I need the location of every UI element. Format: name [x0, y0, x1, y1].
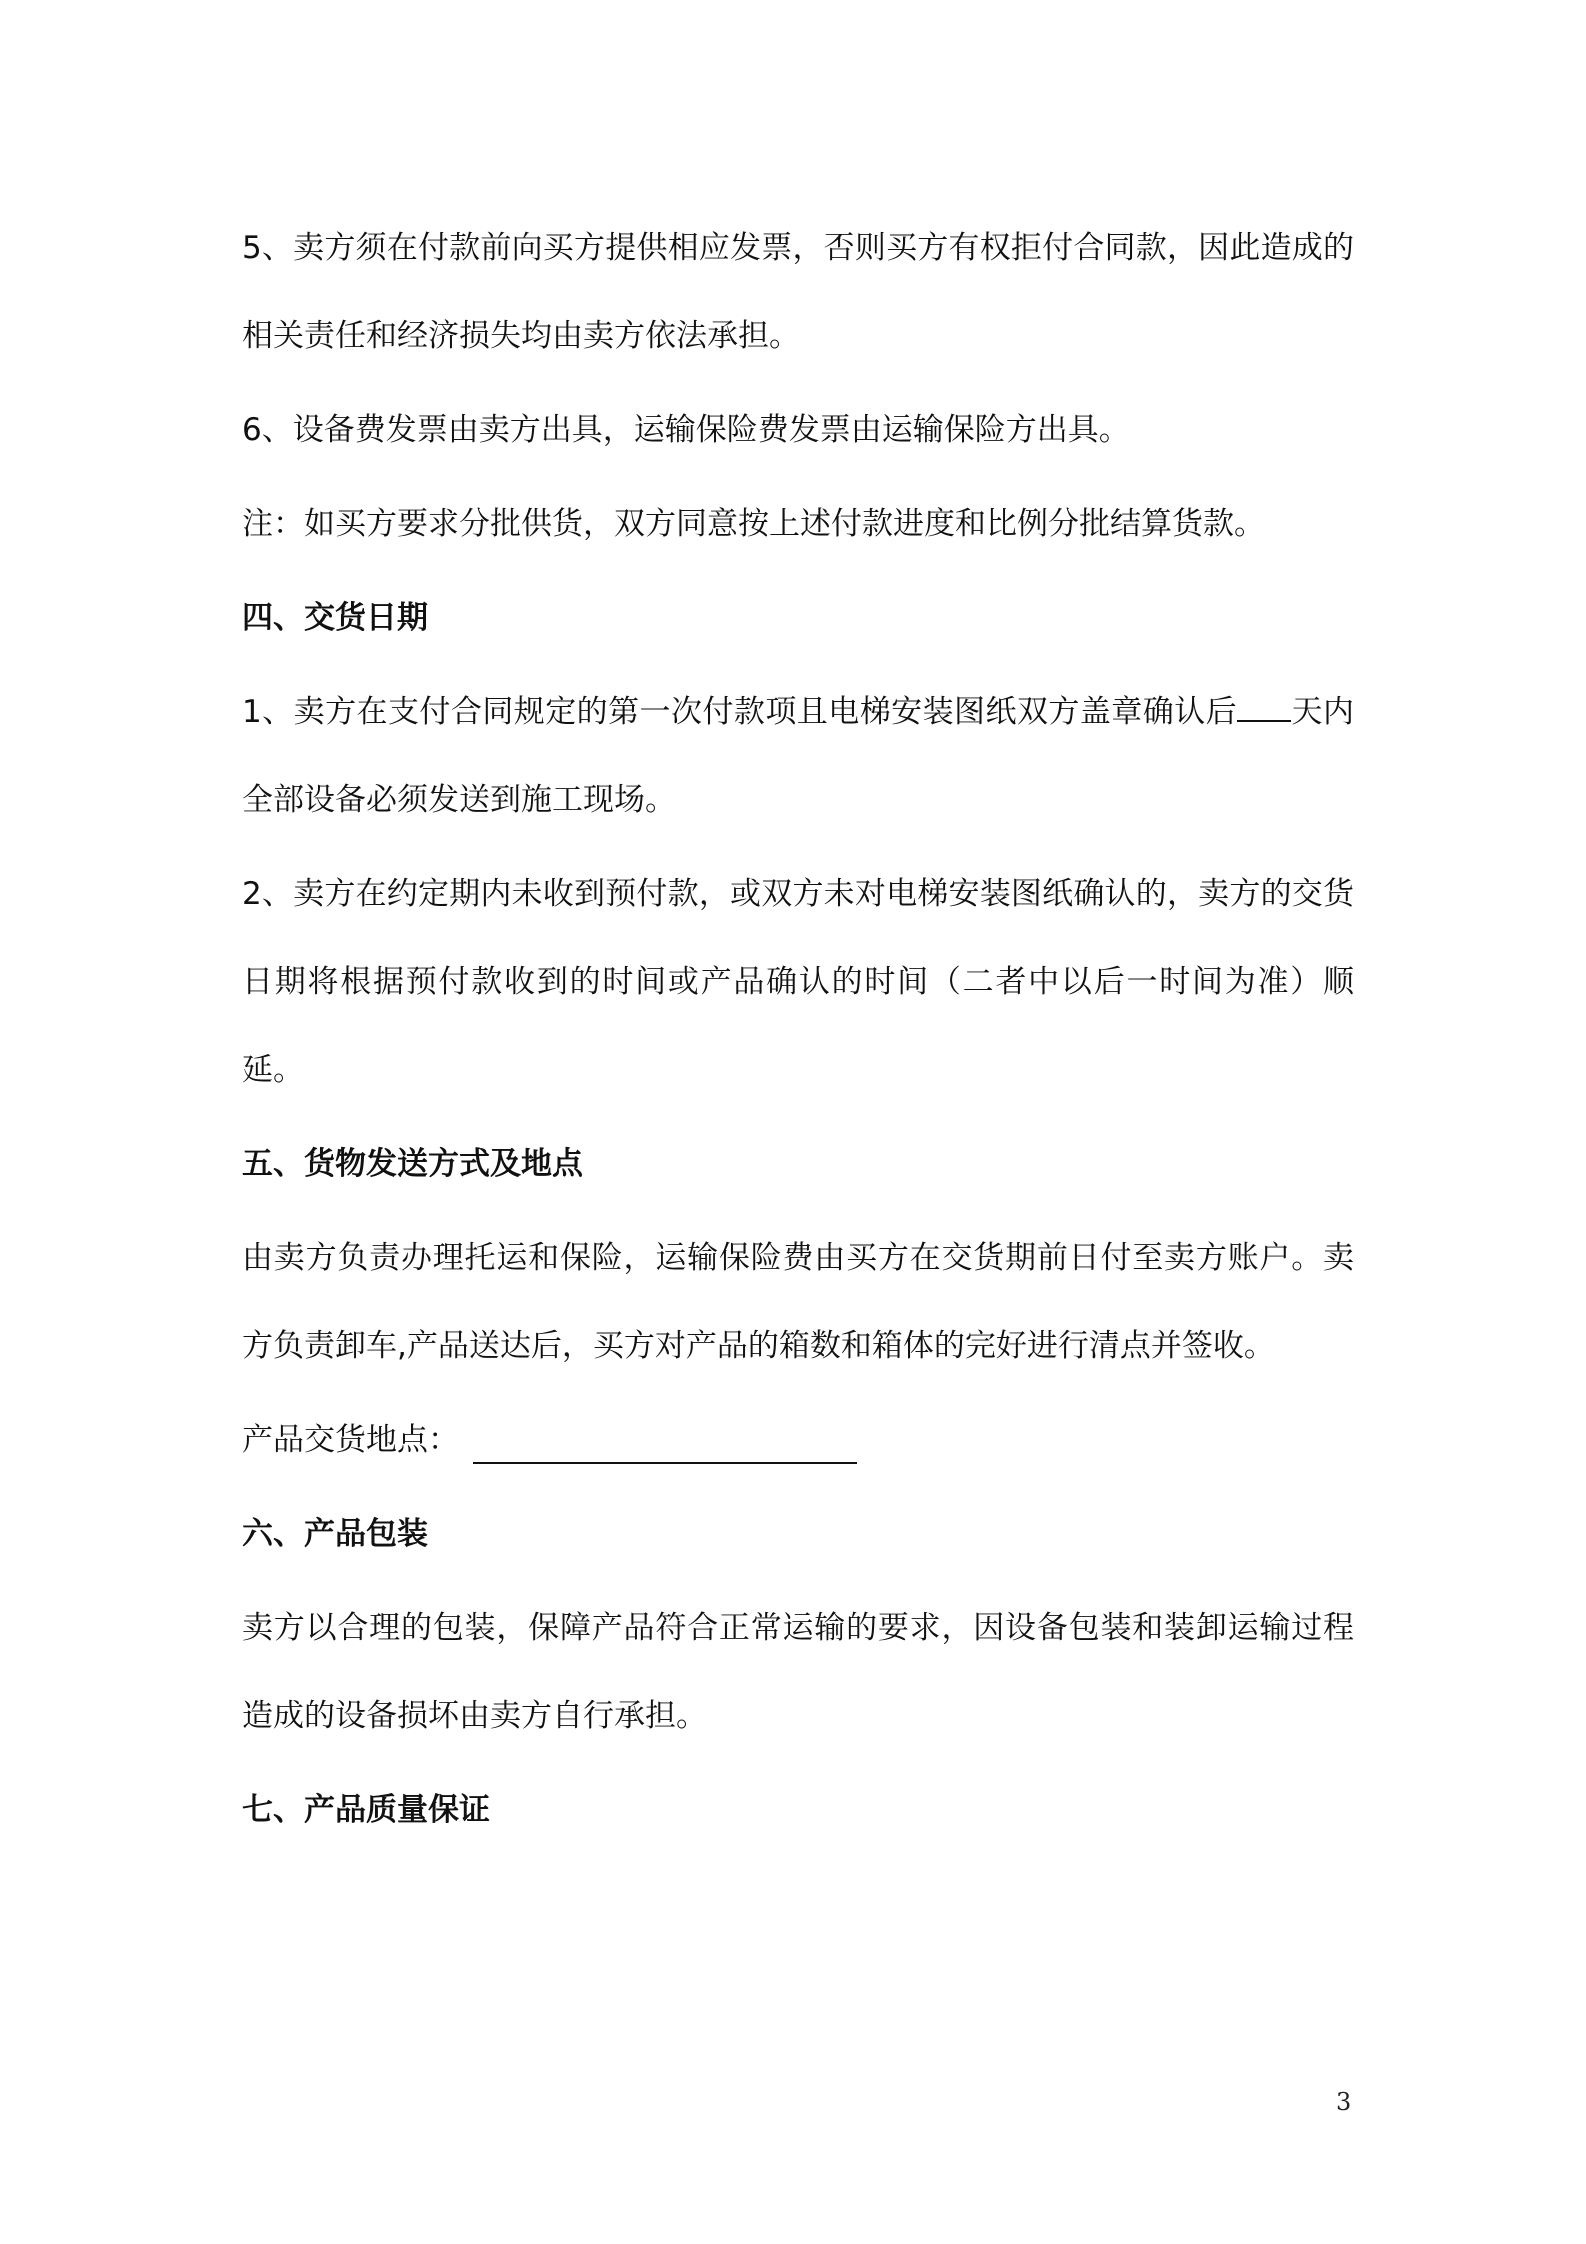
clause-6: 6、设备费发票由卖方出具，运输保险费发票由运输保险方出具。: [242, 412, 1130, 448]
note-paragraph: 注：如买方要求分批供货，双方同意按上述付款进度和比例分批结算货款。: [242, 506, 1265, 542]
section-5-paragraph: 由卖方负责办理托运和保险，运输保险费由买方在交货期前日付至卖方账户。卖方负责卸车,产品送达后，买方对产品的箱数和箱体的完好进行清点并签收。: [242, 1240, 1354, 1364]
section-4-clause-1-text-end: 天内全部设备必须发送到施工现场。: [242, 694, 1354, 818]
section-4-clause-1: [242, 668, 1354, 844]
section-5-heading: 五、货物发送方式及地点: [242, 1146, 583, 1182]
section-6-paragraph: 卖方以合理的包装，保障产品符合正常运输的要求，因设备包装和装卸运输过程造成的设备损坏由卖方自行承担。: [242, 1610, 1354, 1734]
section-4-heading: 四、交货日期: [242, 600, 428, 636]
section-4-clause-2: 2、卖方在约定期内未收到预付款，或双方未对电梯安装图纸确认的，卖方的交货日期将根据预付款收到的时间或产品确认的时间（二者中以后一时间为准）顺延。: [242, 876, 1354, 1088]
document-body: [242, 204, 1354, 1860]
delivery-location-blank: [473, 1422, 857, 1464]
clause-5: 5、卖方须在付款前向买方提供相应发票，否则买方有权拒付合同款，因此造成的相关责任和经济损失均由卖方依法承担。: [242, 230, 1354, 354]
section-7-heading: 七、产品质量保证: [242, 1792, 490, 1828]
days-blank: [1237, 690, 1291, 722]
section-4-clause-1-text-start: 1、卖方在支付合同规定的第一次付款项且电梯安装图纸双方盖章确认后: [242, 694, 1238, 730]
section-6-heading: 六、产品包装: [242, 1516, 428, 1552]
page-number: 3: [1336, 2088, 1352, 2116]
delivery-location-line: [242, 1396, 1354, 1484]
delivery-location-label: 产品交货地点：: [242, 1422, 459, 1458]
